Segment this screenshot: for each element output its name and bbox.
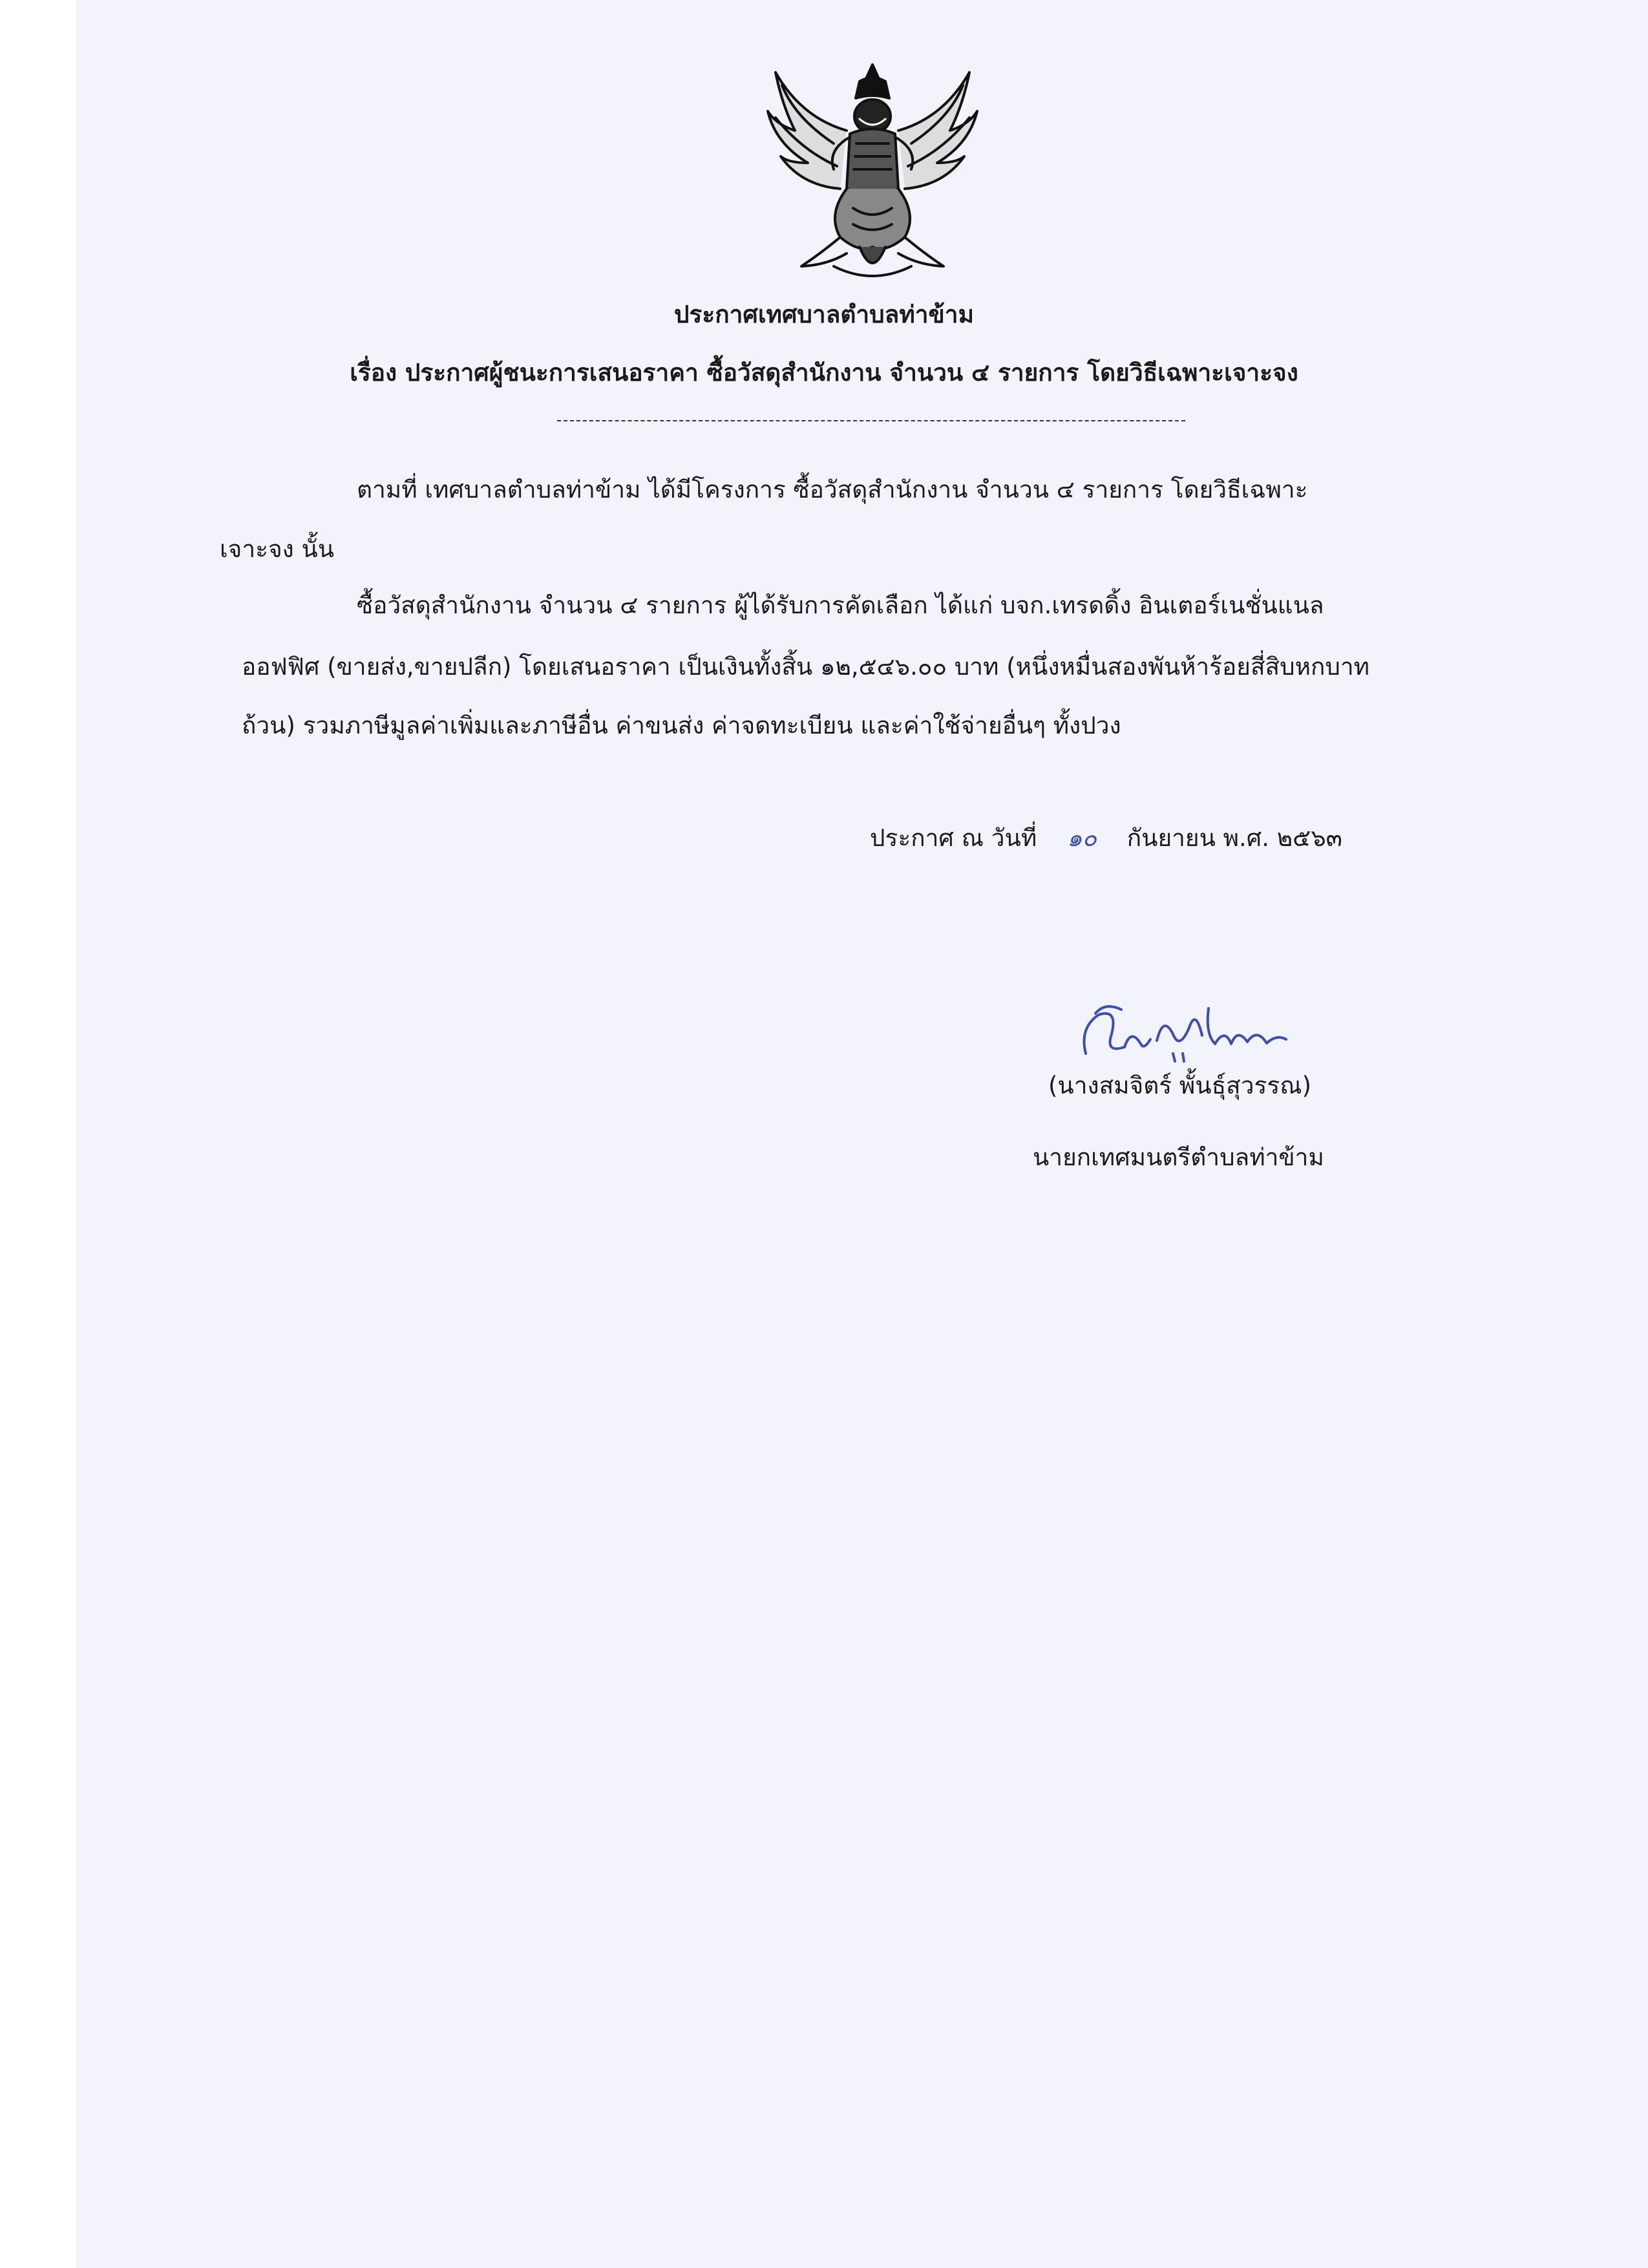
garuda-emblem-icon — [763, 59, 982, 286]
paragraph-1-line-1: ตามที่ เทศบาลตำบลท่าข้าม ได้มีโครงการ ซื้อวัสดุสำนักงาน จำนวน ๔ รายการ โดยวิธีเฉพาะ — [357, 476, 1308, 503]
signer-name: (นางสมจิตร์ พั้นธุ์สุวรรณ) — [1048, 1072, 1312, 1099]
handwritten-signature — [1060, 989, 1305, 1066]
signer-position: นายกเทศมนตรีตำบลท่าข้าม — [1033, 1143, 1324, 1171]
announcement-date — [870, 822, 1342, 854]
paragraph-2-line-1: ซื้อวัสดุสำนักงาน จำนวน ๔ รายการ ผู้ได้รับการคัดเลือก ได้แก่ บจก.เทรดดิ้ง อินเตอร์เนชั่นแนล — [357, 591, 1324, 619]
divider — [557, 420, 1185, 421]
paragraph-2-line-2: ออฟฟิศ (ขายส่ง,ขายปลีก) โดยเสนอราคา เป็นเงินทั้งสิ้น ๑๒,๕๔๖.๐๐ บาท (หนึ่งหมื่นสองพันห้าร้อยสี่สิบหกบาท — [242, 653, 1370, 681]
paragraph-2-line-3: ถ้วน) รวมภาษีมูลค่าเพิ่มและภาษีอื่น ค่าขนส่ง ค่าจดทะเบียน และค่าใช้จ่ายอื่นๆ ทั้งปวง — [242, 712, 1121, 739]
announcement-title: ประกาศเทศบาลตำบลท่าข้าม — [674, 301, 974, 328]
announcement-subject: เรื่อง ประกาศผู้ชนะการเสนอราคา ซื้อวัสดุสำนักงาน จำนวน ๔ รายการ โดยวิธีเฉพาะเจาะจง — [350, 359, 1298, 387]
date-day: ๑๐ — [1066, 824, 1097, 852]
scan-margin — [0, 0, 76, 2268]
date-prefix: ประกาศ ณ วันที่ — [870, 824, 1037, 852]
paragraph-1-line-2: เจาะจง นั้น — [220, 535, 335, 563]
date-month-year: กันยายน พ.ศ. ๒๕๖๓ — [1126, 824, 1342, 852]
document-page — [76, 0, 1648, 2268]
